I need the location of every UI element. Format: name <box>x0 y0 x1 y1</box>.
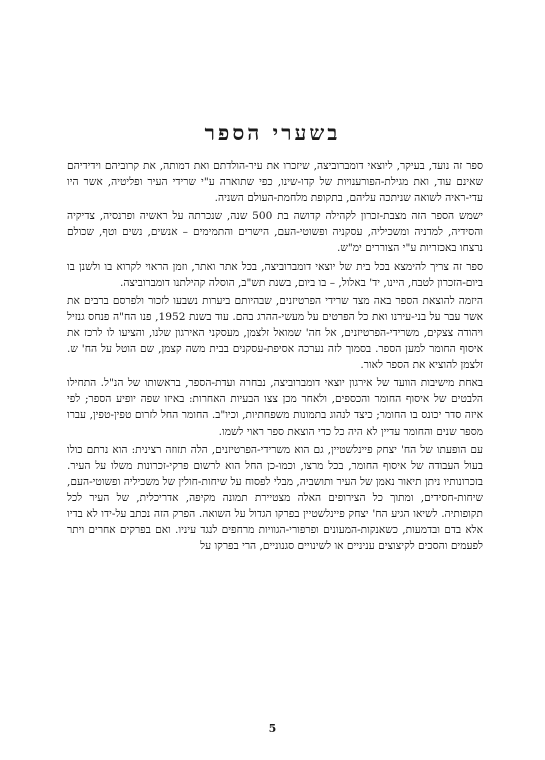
paragraph: היזמה להוצאת הספר באה מצד שרידי הפרטיזנים, שבהיותם ביערות נשבעו לזכור ולפרסם ברבים את אשר עבר על בני-עירנו ואת כל הפרטים על מעשי-ההרג בהם. עוד בשנת 1952, פנו הח"ה פנחס גנזיל ויהודה צצקים, משרידי-הפרטיזנים, אל חה' שמואל זלצמן, מעסקני האירגון שלנו, והציעו לו לרכז את איסוף החומר למען הספר. בסמוך לזה נערכה אסיפת-עסקנים בבית משה קצמן, שם הוטל על הח' ש. זלצמן להוציא את הספר לאור. <box>67 294 483 372</box>
page-title: בשערי הספר <box>204 120 341 145</box>
paragraph: עם הופעתו של הח' יצחק פיינלשטיין, גם הוא משרידי-הפרטיזנים, הלה תזוזה רצינית: הוא נרתם כולו בעול העבודה של איסוף החומר, בכל מרצו, וכמו-כן החל הוא לרשום פרקי-זכרונות משלו על העיר. בזכרונותיו ניתן תיאור נאמן של העיר ותושביה, מבלי לפסוח על שיחות-חולין של משכיליה ופשוטי-העם, שיחות-חסידים, ומתוך כל הצירופים האלה מצטיירת תמונה מקיפה, אדריכלית, של העיר לכל תקופותיה. לשיאו הגיע הח' יצחק פיינלשטיין בפרקו הגדול על השואה. הפרק הזה נכתב על-ידו לא בדיו אלא בדם ובדמעות, כשאנקות-המעונים ופרפורי-הגוויות מרחפים לנגד עיניו. ואם בפרקים אחרים ויתר לפעמים והסכים לקיצוצים עניניים או לשינויים סגנוניים, הרי בפרקו על <box>67 443 483 553</box>
body-text <box>67 158 483 556</box>
paragraph: ספר זה צריך להימצא בכל בית של יוצאי דומברוביצה, בכל אתר ואתר, וזמן הראוי לקרוא בו ולשנן בו ביום-הזכרון לטבח, היינו, יד' באלול, – בו ביום, בשנת תש"ב, הוסלה קהילתנו דומברוביצה. <box>67 260 483 289</box>
paragraph: ישמש הספר הזה מצבת-זכרון לקהילה קדושה בת 500 שנה, שנכרתה על ראשיה ופרנסיה, צדיקיה והסידיה, למדניה ומשכיליה, עסקניה ופשוטי-העם, הישרים והתמימים – אנשים, נשים וטף, שכולם נרצחו באכזריות ע"י הצוררים ימ"ש. <box>67 210 484 255</box>
paragraph: באחת מישיבות הוועד של אירגון יוצאי דומברוביצה, נבחרה ועדת-הספר, בראשותו של הנ"ל. התחילו הלבטים של איסוף החומר והכספים, ולאחר מכן צצו הבעיות האחרות: באיזו שפה יופיע הספר; לפי איזה סדר יכונס בו החומר; כיצד לנהוג בתמונות משפחתיות, וכיו"ב. החומר החל לזרום טפין-טפין, עברו מספר שנים והחומר עדיין לא היה כל כדי הוצאת ספר ראוי לשמו. <box>67 377 483 438</box>
paragraph: ספר זה נועד, בעיקר, ליוצאי דומברוביצה, שיזכרו את עיר-הולדתם ואת דמותה, את קרוביהם וידידיהם שאינם עוד, ואת מגילת-הפורענויות של קדו-שינו, כפי שתוארה ע"י שרידי העיר ופליטיה, אשר היו עדי-ראיה לשואה שניתכה עליהם, בתקופת מלחמת-העולם השניה. <box>67 160 483 205</box>
page-number: 5 <box>268 722 277 735</box>
